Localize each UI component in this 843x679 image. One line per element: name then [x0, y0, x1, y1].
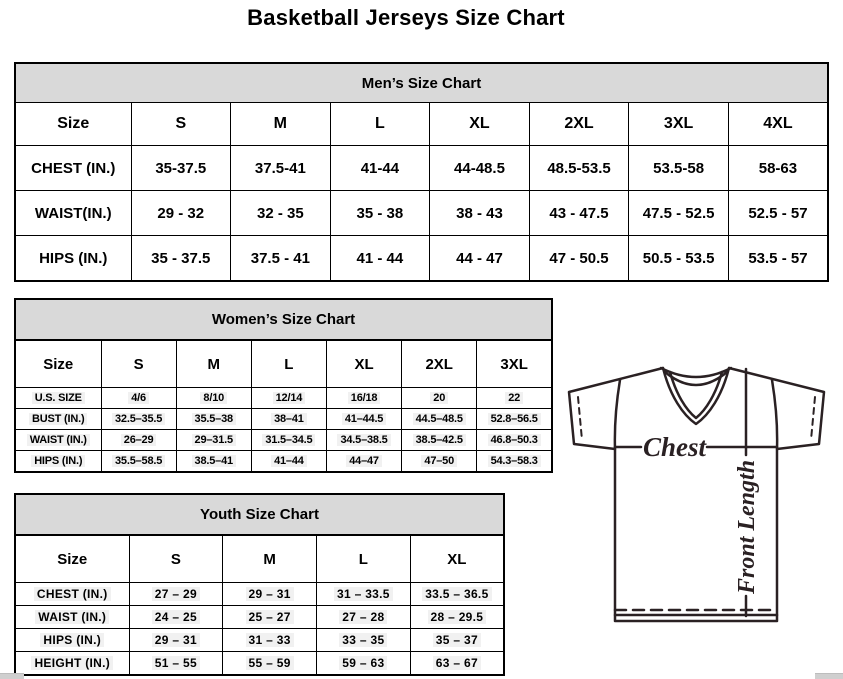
value-cell: 55 – 59 [223, 652, 317, 676]
value-cell: 52.8–56.5 [477, 409, 552, 430]
value-cell: 35-37.5 [131, 146, 231, 191]
column-header: XL [410, 535, 504, 583]
column-header: XL [430, 103, 530, 146]
table-row [15, 583, 504, 606]
value-cell: 58-63 [728, 146, 828, 191]
column-header: XL [326, 340, 401, 388]
womens-size-table [14, 298, 553, 473]
table-row [15, 388, 552, 409]
value-cell: 34.5–38.5 [326, 430, 401, 451]
value-cell: 35 - 37.5 [131, 236, 231, 282]
value-cell: 38–41 [251, 409, 326, 430]
value-cell: 47–50 [402, 451, 477, 473]
value-cell: 44–47 [326, 451, 401, 473]
row-label: HIPS (IN.) [15, 451, 101, 473]
row-label: BUST (IN.) [15, 409, 101, 430]
left-cuff-stitch [578, 397, 582, 440]
column-header: S [101, 340, 176, 388]
page-title: Basketball Jerseys Size Chart [247, 5, 565, 30]
scrollbar-piece-left[interactable] [0, 673, 24, 679]
value-cell: 47.5 - 52.5 [629, 191, 729, 236]
value-cell: 44 - 47 [430, 236, 530, 282]
table-row [15, 191, 828, 236]
value-cell: 32 - 35 [231, 191, 331, 236]
value-cell: 4/6 [101, 388, 176, 409]
value-cell: 41 - 44 [330, 236, 430, 282]
value-cell: 29 - 32 [131, 191, 231, 236]
value-cell: 44-48.5 [430, 146, 530, 191]
table-row [15, 451, 552, 473]
value-cell: 47 - 50.5 [529, 236, 629, 282]
value-cell: 38 - 43 [430, 191, 530, 236]
column-header: Size [15, 535, 129, 583]
value-cell: 32.5–35.5 [101, 409, 176, 430]
value-cell: 33 – 35 [317, 629, 411, 652]
value-cell: 38.5–41 [176, 451, 251, 473]
column-header: M [176, 340, 251, 388]
value-cell: 53.5 - 57 [728, 236, 828, 282]
column-header: 3XL [477, 340, 552, 388]
youth-section-header: Youth Size Chart [15, 494, 504, 535]
value-cell: 29 – 31 [223, 583, 317, 606]
table-row [15, 629, 504, 652]
row-label: WAIST (IN.) [15, 606, 129, 629]
column-header: L [251, 340, 326, 388]
value-cell: 43 - 47.5 [529, 191, 629, 236]
value-cell: 53.5-58 [629, 146, 729, 191]
value-cell: 35 – 37 [410, 629, 504, 652]
row-label: HIPS (IN.) [15, 629, 129, 652]
row-label: WAIST(IN.) [15, 191, 131, 236]
jersey-measurement-diagram [556, 358, 843, 624]
value-cell: 48.5-53.5 [529, 146, 629, 191]
row-label: CHEST (IN.) [15, 146, 131, 191]
front-length-label: Front Length [734, 459, 760, 594]
table-row [15, 146, 828, 191]
value-cell: 52.5 - 57 [728, 191, 828, 236]
row-label: CHEST (IN.) [15, 583, 129, 606]
value-cell: 33.5 – 36.5 [410, 583, 504, 606]
right-sleeve-seam [772, 380, 777, 449]
value-cell: 38.5–42.5 [402, 430, 477, 451]
value-cell: 31 – 33.5 [317, 583, 411, 606]
row-label: WAIST (IN.) [15, 430, 101, 451]
value-cell: 35 - 38 [330, 191, 430, 236]
value-cell: 59 – 63 [317, 652, 411, 676]
value-cell: 27 – 28 [317, 606, 411, 629]
table-row [15, 606, 504, 629]
value-cell: 37.5-41 [231, 146, 331, 191]
column-header: S [131, 103, 231, 146]
table-row [15, 430, 552, 451]
value-cell: 54.3–58.3 [477, 451, 552, 473]
table-row [15, 409, 552, 430]
value-cell: 26–29 [101, 430, 176, 451]
value-cell: 12/14 [251, 388, 326, 409]
jersey-outline [569, 368, 824, 621]
value-cell: 37.5 - 41 [231, 236, 331, 282]
value-cell: 29 – 31 [129, 629, 223, 652]
value-cell: 50.5 - 53.5 [629, 236, 729, 282]
table-row [15, 236, 828, 282]
mens-size-table [14, 62, 829, 282]
column-header: 3XL [629, 103, 729, 146]
value-cell: 35.5–38 [176, 409, 251, 430]
column-header: S [129, 535, 223, 583]
value-cell: 35.5–58.5 [101, 451, 176, 473]
column-header: Size [15, 340, 101, 388]
value-cell: 41–44.5 [326, 409, 401, 430]
collar-v-inner [670, 372, 722, 418]
value-cell: 27 – 29 [129, 583, 223, 606]
value-cell: 20 [402, 388, 477, 409]
scrollbar-piece-right[interactable] [815, 673, 843, 679]
value-cell: 8/10 [176, 388, 251, 409]
row-label: HIPS (IN.) [15, 236, 131, 282]
column-header: L [317, 535, 411, 583]
value-cell: 51 – 55 [129, 652, 223, 676]
value-cell: 25 – 27 [223, 606, 317, 629]
left-sleeve-seam [615, 380, 620, 449]
value-cell: 31.5–34.5 [251, 430, 326, 451]
chest-label: Chest [643, 432, 707, 462]
column-header: M [223, 535, 317, 583]
value-cell: 41–44 [251, 451, 326, 473]
row-label: HEIGHT (IN.) [15, 652, 129, 676]
column-header: 4XL [728, 103, 828, 146]
value-cell: 44.5–48.5 [402, 409, 477, 430]
right-cuff-stitch [811, 397, 815, 440]
value-cell: 46.8–50.3 [477, 430, 552, 451]
value-cell: 24 – 25 [129, 606, 223, 629]
value-cell: 41-44 [330, 146, 430, 191]
column-header: 2XL [402, 340, 477, 388]
womens-section-header: Women’s Size Chart [15, 299, 552, 340]
table-row [15, 652, 504, 676]
value-cell: 63 – 67 [410, 652, 504, 676]
value-cell: 16/18 [326, 388, 401, 409]
column-header: 2XL [529, 103, 629, 146]
value-cell: 28 – 29.5 [410, 606, 504, 629]
value-cell: 22 [477, 388, 552, 409]
value-cell: 31 – 33 [223, 629, 317, 652]
column-header: M [231, 103, 331, 146]
value-cell: 29–31.5 [176, 430, 251, 451]
mens-section-header: Men’s Size Chart [15, 63, 828, 103]
row-label: U.S. SIZE [15, 388, 101, 409]
column-header: Size [15, 103, 131, 146]
column-header: L [330, 103, 430, 146]
youth-size-table [14, 493, 505, 676]
